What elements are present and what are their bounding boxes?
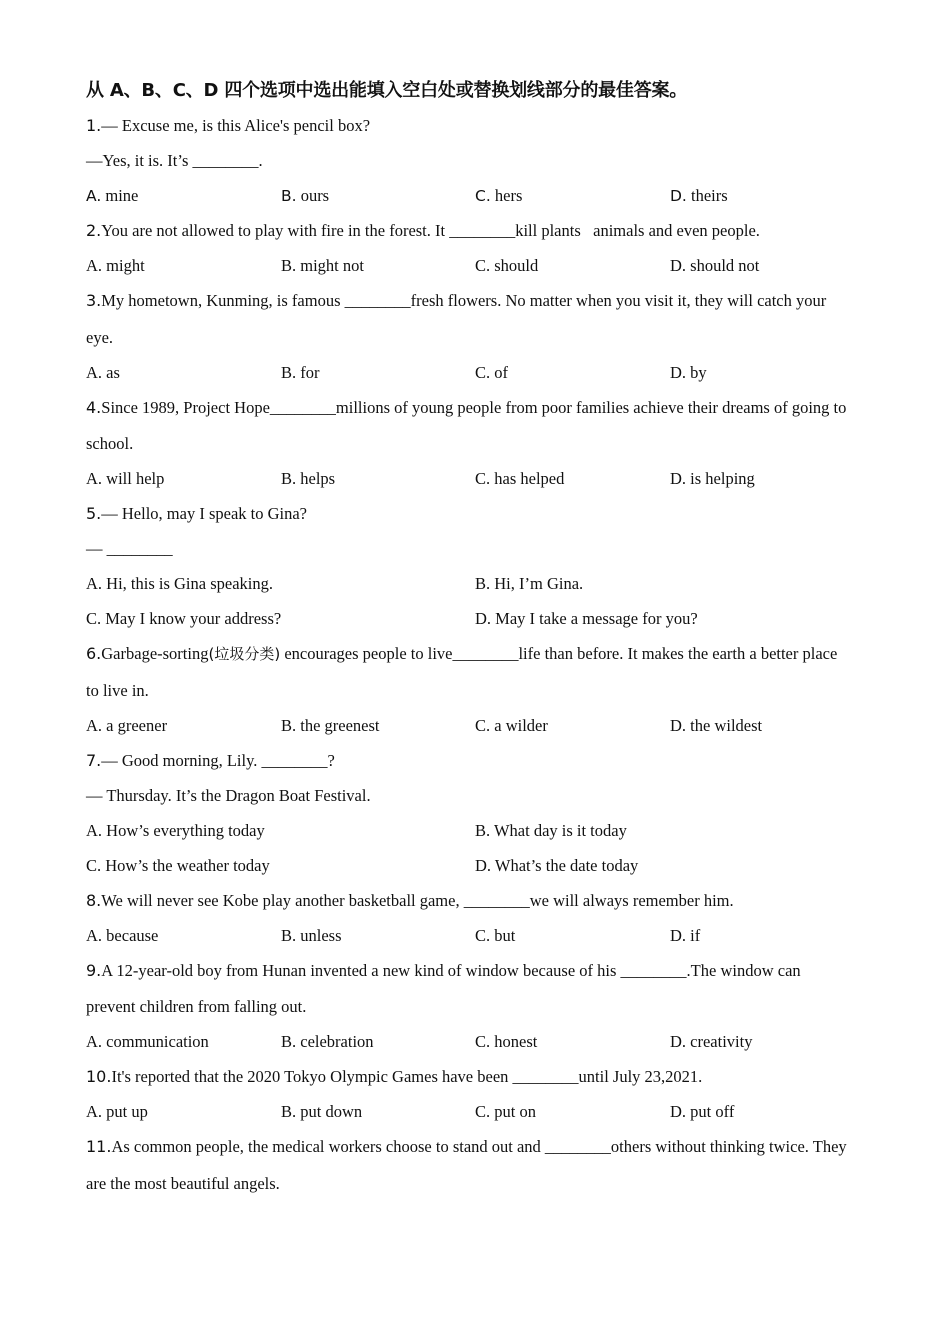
question-number: 2. bbox=[86, 221, 102, 240]
question-4-line-2: school. bbox=[86, 434, 134, 453]
option-b[interactable]: B. helps bbox=[281, 469, 336, 488]
option-b[interactable]: B. for bbox=[281, 362, 320, 382]
question-3 bbox=[86, 283, 876, 320]
question-9 bbox=[86, 953, 876, 990]
question-5-line-2: — ________ bbox=[86, 539, 173, 558]
chinese-gloss: (垃圾分类) bbox=[208, 645, 281, 663]
question-7-options-row-2 bbox=[86, 848, 876, 883]
option-c[interactable]: C. put on bbox=[475, 1102, 536, 1121]
question-text: — Excuse me, is this Alice's pencil box? bbox=[101, 116, 371, 135]
question-7-line-2: — Thursday. It’s the Dragon Boat Festival. bbox=[86, 785, 371, 805]
question-number: 8. bbox=[86, 890, 102, 910]
option-d[interactable]: D. What’s the date today bbox=[475, 855, 639, 875]
question-8-options bbox=[86, 918, 876, 953]
option-b[interactable]: B. the greenest bbox=[281, 715, 380, 735]
option-a[interactable]: A. a greener bbox=[86, 715, 168, 735]
option-b[interactable]: B. What day is it today bbox=[475, 820, 627, 840]
option-d[interactable]: D. is helping bbox=[670, 469, 755, 488]
question-4-options bbox=[86, 461, 876, 496]
question-number: 3. bbox=[86, 291, 102, 310]
option-b[interactable]: B. put down bbox=[281, 1102, 363, 1121]
option-b[interactable]: B. ours bbox=[281, 186, 330, 205]
question-5-options-row-1 bbox=[86, 566, 876, 601]
option-d[interactable]: D. the wildest bbox=[670, 715, 763, 735]
question-2 bbox=[86, 213, 876, 248]
option-a[interactable]: A. How’s everything today bbox=[86, 820, 265, 840]
option-c[interactable]: C. should bbox=[475, 256, 539, 275]
question-text: A 12-year-old boy from Hunan invented a new kind of window because of his ________.The window can bbox=[101, 960, 801, 980]
question-text: — Good morning, Lily. ________? bbox=[101, 750, 335, 770]
question-3-options bbox=[86, 355, 876, 390]
option-c[interactable]: C. How’s the weather today bbox=[86, 855, 270, 875]
question-number: 11. bbox=[86, 1137, 112, 1156]
section-heading: 从 A、B、C、D 四个选项中选出能填入空白处或替换划线部分的最佳答案。 bbox=[86, 80, 688, 101]
question-4 bbox=[86, 390, 876, 427]
question-text: You are not allowed to play with fire in the forest. It ________kill plants animals and even people. bbox=[101, 221, 760, 240]
option-a[interactable]: A. will help bbox=[86, 469, 165, 488]
option-a[interactable]: A. put up bbox=[86, 1102, 148, 1121]
option-b[interactable]: B. might not bbox=[281, 256, 364, 275]
question-number: 10. bbox=[86, 1067, 112, 1086]
option-c[interactable]: C. but bbox=[475, 925, 516, 945]
option-b[interactable]: B. celebration bbox=[281, 1032, 374, 1051]
question-9-line-2: prevent children from falling out. bbox=[86, 997, 307, 1016]
question-6-options bbox=[86, 708, 876, 743]
option-c[interactable]: C. has helped bbox=[475, 469, 565, 488]
question-text-cont: encourages people to live________life than before. It makes the earth a better place bbox=[280, 644, 838, 663]
option-a[interactable]: A. as bbox=[86, 362, 120, 382]
question-5 bbox=[86, 496, 876, 531]
question-number: 5. bbox=[86, 504, 102, 523]
option-d[interactable]: D. creativity bbox=[670, 1032, 753, 1051]
question-11 bbox=[86, 1129, 876, 1166]
option-d[interactable]: D. May I take a message for you? bbox=[475, 609, 698, 628]
exam-page bbox=[86, 74, 876, 1201]
option-d[interactable]: D. should not bbox=[670, 256, 760, 275]
option-b[interactable]: B. Hi, I’m Gina. bbox=[475, 574, 584, 593]
question-number: 9. bbox=[86, 960, 102, 980]
question-number: 4. bbox=[86, 397, 102, 417]
question-7-options-row-1 bbox=[86, 813, 876, 848]
option-a[interactable]: A. mine bbox=[86, 186, 139, 205]
question-7 bbox=[86, 743, 876, 778]
question-number: 7. bbox=[86, 750, 102, 770]
option-a[interactable]: A. Hi, this is Gina speaking. bbox=[86, 574, 273, 593]
question-10-options bbox=[86, 1094, 876, 1129]
option-d[interactable]: D. if bbox=[670, 925, 701, 945]
option-b[interactable]: B. unless bbox=[281, 925, 342, 945]
question-9-options bbox=[86, 1024, 876, 1059]
question-1-options bbox=[86, 178, 876, 213]
question-2-options bbox=[86, 248, 876, 283]
option-a[interactable]: A. because bbox=[86, 925, 159, 945]
question-1-line-2: —Yes, it is. It’s ________. bbox=[86, 151, 263, 170]
option-c[interactable]: C. hers bbox=[475, 186, 523, 205]
question-text: As common people, the medical workers choose to stand out and ________others without thinking twice. They bbox=[111, 1137, 847, 1156]
option-c[interactable]: C. May I know your address? bbox=[86, 609, 282, 628]
question-6 bbox=[86, 636, 876, 673]
option-d[interactable]: D. theirs bbox=[670, 186, 728, 205]
option-c[interactable]: C. a wilder bbox=[475, 715, 548, 735]
question-number: 6. bbox=[86, 644, 102, 663]
option-a[interactable]: A. communication bbox=[86, 1032, 209, 1051]
option-d[interactable]: D. by bbox=[670, 362, 707, 382]
question-6-line-2: to live in. bbox=[86, 680, 149, 700]
question-text: We will never see Kobe play another basketball game, ________we will always remember him. bbox=[101, 890, 734, 910]
question-text: My hometown, Kunming, is famous ________fresh flowers. No matter when you visit it, they will catch your bbox=[101, 291, 827, 310]
question-3-line-2: eye. bbox=[86, 327, 114, 347]
question-8 bbox=[86, 883, 876, 918]
question-text: Garbage-sorting bbox=[101, 644, 209, 663]
option-c[interactable]: C. honest bbox=[475, 1032, 538, 1051]
question-10 bbox=[86, 1059, 876, 1094]
question-5-options-row-2 bbox=[86, 601, 876, 636]
option-a[interactable]: A. might bbox=[86, 256, 145, 275]
question-text: It's reported that the 2020 Tokyo Olympic Games have been ________until July 23,2021. bbox=[111, 1067, 703, 1086]
question-1 bbox=[86, 108, 876, 143]
option-d[interactable]: D. put off bbox=[670, 1102, 735, 1121]
question-11-line-2: are the most beautiful angels. bbox=[86, 1173, 280, 1193]
option-c[interactable]: C. of bbox=[475, 362, 508, 382]
question-text: Since 1989, Project Hope________millions of young people from poor families achieve their dreams of going to bbox=[101, 397, 847, 417]
question-text: — Hello, may I speak to Gina? bbox=[101, 504, 307, 523]
question-number: 1. bbox=[86, 116, 102, 135]
